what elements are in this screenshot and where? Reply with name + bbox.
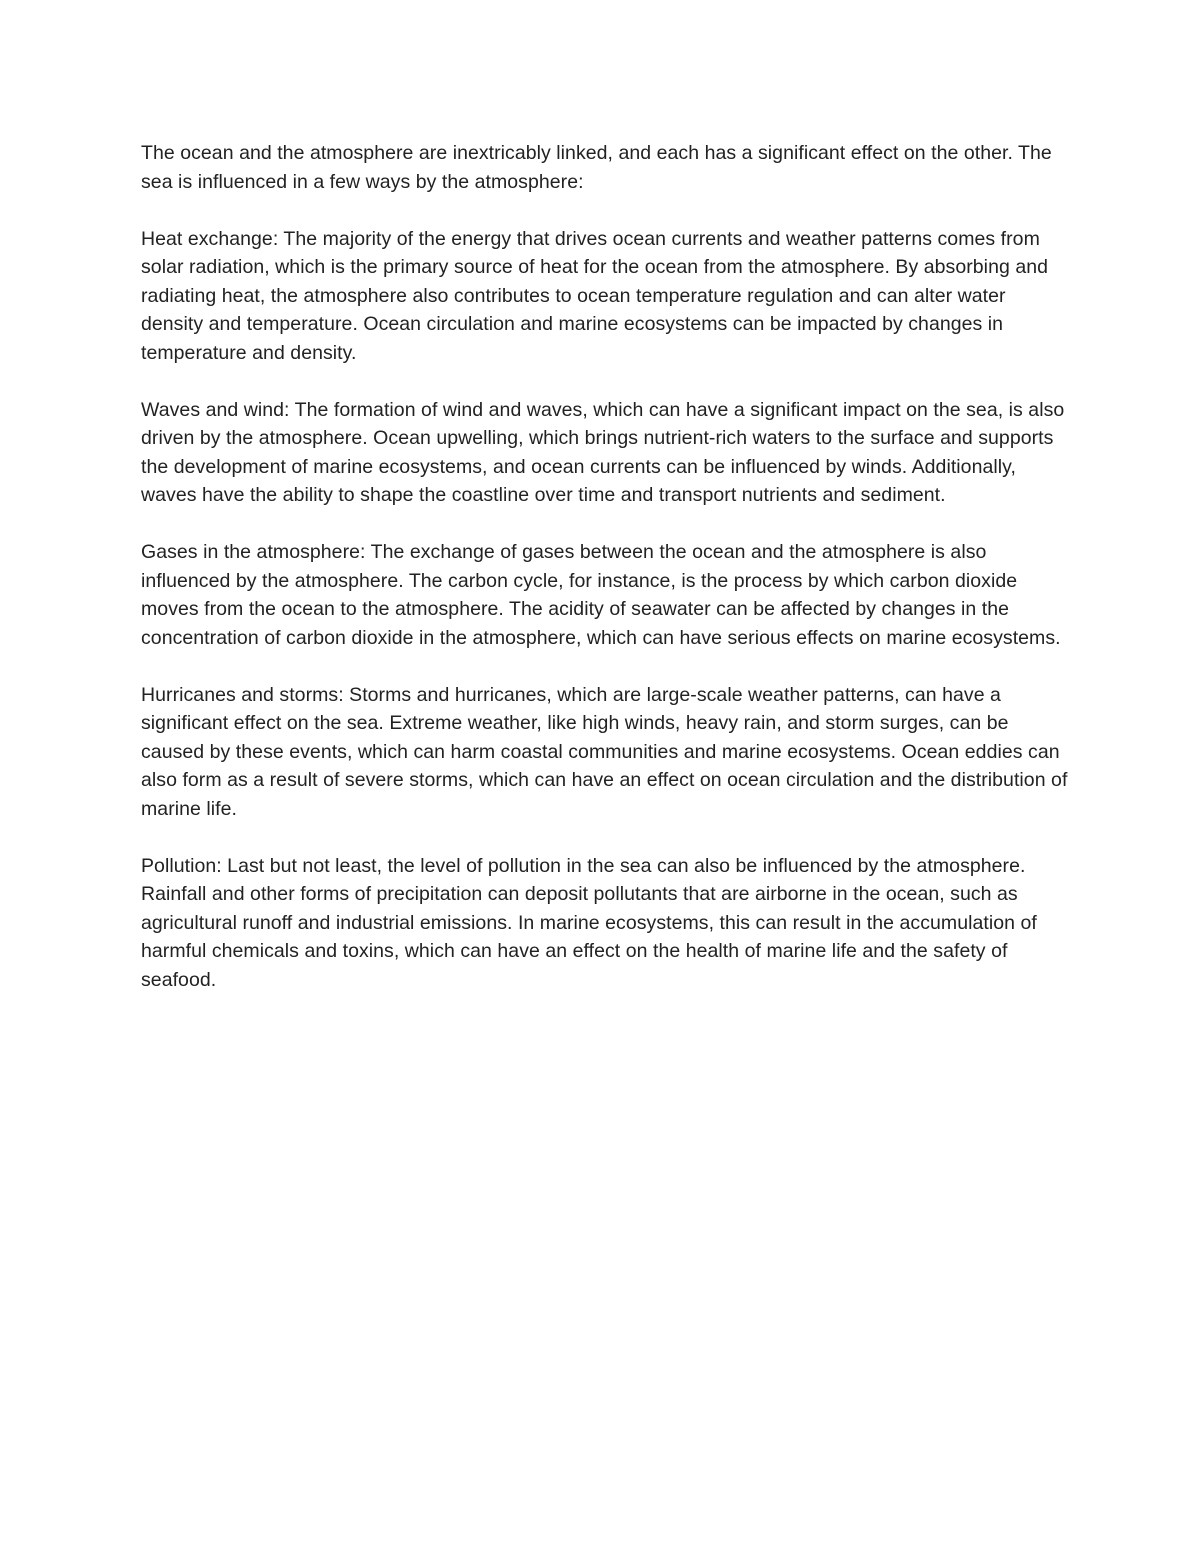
paragraph-waves-and-wind: Waves and wind: The formation of wind and waves, which can have a significant impact on the sea, is also driven by the atmosphere. Ocean upwelling, which brings nutrient-rich waters to the surface and supports the development of marine ecosystems, and ocean currents can be influenced by winds. Additionally, waves have the ability to shape the coastline over time and transport nutrients and sediment. <box>141 398 1065 506</box>
document-body <box>141 139 1070 994</box>
paragraph-pollution: Pollution: Last but not least, the level of pollution in the sea can also be influenced by the atmosphere. Rainfall and other forms of precipitation can deposit pollutants that are airborne in the ocean, such as agricultural runoff and industrial emissions. In marine ecosystems, this can result in the accumulation of harmful chemicals and toxins, which can have an effect on the health of marine life and the safety of seafood. <box>141 854 1037 991</box>
paragraph-gases: Gases in the atmosphere: The exchange of gases between the ocean and the atmosphere is also influenced by the atmosphere. The carbon cycle, for instance, is the process by which carbon dioxide moves from the ocean to the atmosphere. The acidity of seawater can be affected by changes in the concentration of carbon dioxide in the atmosphere, which can have serious effects on marine ecosystems. <box>141 541 1061 649</box>
paragraph-intro: The ocean and the atmosphere are inextricably linked, and each has a significant effect on the other. The sea is influenced in a few ways by the atmosphere: <box>141 142 1052 193</box>
paragraph-hurricanes: Hurricanes and storms: Storms and hurricanes, which are large-scale weather patterns, can have a significant effect on the sea. Extreme weather, like high winds, heavy rain, and storm surges, can be caused by these events, which can harm coastal communities and marine ecosystems. Ocean eddies can also form as a result of severe storms, which can have an effect on ocean circulation and the distribution of marine life. <box>141 683 1068 820</box>
paragraph-heat-exchange: Heat exchange: The majority of the energy that drives ocean currents and weather patterns comes from solar radiation, which is the primary source of heat for the ocean from the atmosphere. By absorbing and radiating heat, the atmosphere also contributes to ocean temperature regulation and can alter water density and temperature. Ocean circulation and marine ecosystems can be impacted by changes in temperature and density. <box>141 227 1049 364</box>
